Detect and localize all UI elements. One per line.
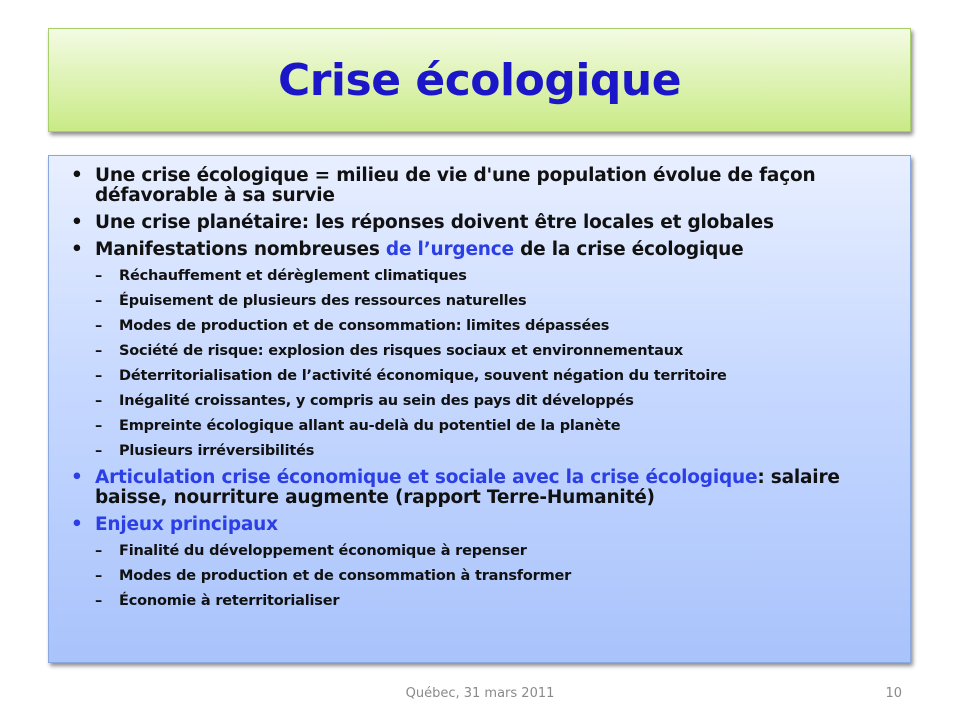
sub-bullet-text: Déterritorialisation de l’activité économique, souvent négation du territoire	[119, 368, 727, 384]
sub-bullet-item	[95, 591, 892, 611]
dash-marker: –	[95, 443, 103, 459]
sub-bullet-item	[95, 416, 892, 436]
sub-bullet-text: Empreinte écologique allant au-delà du potentiel de la planète	[119, 418, 621, 434]
dash-marker: –	[95, 318, 103, 334]
bullet-marker: •	[71, 514, 83, 535]
sub-bullet-list	[95, 266, 892, 461]
bullet-text-highlight: Articulation crise économique et sociale avec la crise écologique	[95, 467, 758, 488]
bullet-text: Une crise planétaire: les réponses doivent être locales et globales	[95, 212, 774, 233]
sub-bullet-text: Économie à reterritorialiser	[119, 593, 340, 609]
sub-bullet-text: Épuisement de plusieurs des ressources naturelles	[119, 293, 527, 309]
footer-date: Québec, 31 mars 2011	[405, 686, 555, 701]
sub-bullet-text: Réchauffement et dérèglement climatiques	[119, 268, 467, 284]
slide-content-box	[48, 155, 911, 663]
slide-title: Crise écologique	[277, 54, 682, 106]
bullet-text: Une crise écologique = milieu de vie d'une population évolue de façon défavorable à sa survie	[95, 165, 816, 206]
bullet-item-1	[71, 166, 892, 206]
bullet-text-part: Manifestations nombreuses	[95, 239, 386, 260]
sub-bullet-item	[95, 366, 892, 386]
bullet-text-highlight: de l’urgence	[385, 239, 514, 260]
sub-bullet-text: Modes de production et de consommation à transformer	[119, 568, 572, 584]
dash-marker: –	[95, 293, 103, 309]
sub-bullet-item	[95, 566, 892, 586]
sub-bullet-item	[95, 441, 892, 461]
bullet-marker: •	[71, 239, 83, 260]
bullet-item-3	[71, 240, 892, 461]
sub-bullet-item	[95, 391, 892, 411]
bullet-list	[71, 166, 892, 611]
sub-bullet-text: Finalité du développement économique à repenser	[119, 543, 527, 559]
dash-marker: –	[95, 543, 103, 559]
sub-bullet-item	[95, 341, 892, 361]
bullet-marker: •	[71, 212, 83, 233]
slide-title-box	[48, 28, 911, 132]
dash-marker: –	[95, 568, 103, 584]
sub-bullet-item	[95, 541, 892, 561]
sub-bullet-item	[95, 316, 892, 336]
bullet-text	[95, 239, 743, 260]
bullet-item-5	[71, 515, 892, 611]
dash-marker: –	[95, 368, 103, 384]
bullet-item-4	[71, 468, 892, 508]
bullet-marker: •	[71, 165, 83, 186]
sub-bullet-text: Société de risque: explosion des risques sociaux et environnementaux	[119, 343, 684, 359]
dash-marker: –	[95, 593, 103, 609]
sub-bullet-item	[95, 291, 892, 311]
dash-marker: –	[95, 343, 103, 359]
page-number: 10	[885, 686, 902, 701]
sub-bullet-list	[95, 541, 892, 611]
bullet-text-part: de la crise écologique	[513, 239, 744, 260]
bullet-text-highlight: Enjeux principaux	[95, 514, 278, 535]
sub-bullet-text: Plusieurs irréversibilités	[119, 443, 315, 459]
sub-bullet-text: Inégalité croissantes, y compris au sein des pays dit développés	[119, 393, 634, 409]
bullet-text	[95, 467, 840, 508]
dash-marker: –	[95, 393, 103, 409]
dash-marker: –	[95, 418, 103, 434]
bullet-text-part: : salaire baisse, nourriture augmente (rapport Terre-Humanité)	[95, 467, 840, 508]
sub-bullet-item	[95, 266, 892, 286]
bullet-marker: •	[71, 467, 83, 488]
sub-bullet-text: Modes de production et de consommation: limites dépassées	[119, 318, 610, 334]
bullet-item-2	[71, 213, 892, 233]
dash-marker: –	[95, 268, 103, 284]
